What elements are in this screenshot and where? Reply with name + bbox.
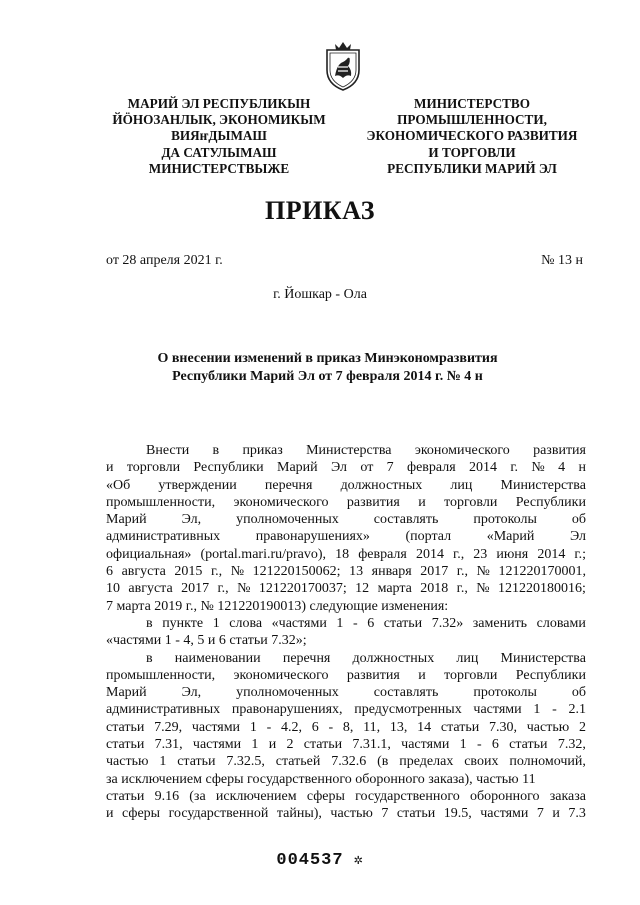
body-word: 12 — [355, 581, 370, 597]
body-word: словами — [536, 615, 586, 631]
body-word: 7 — [536, 806, 544, 822]
body-word: частями — [473, 702, 522, 718]
body-word: в — [146, 650, 153, 666]
body-word: и — [552, 806, 560, 822]
body-word: 4 — [558, 460, 566, 476]
body-line — [106, 442, 586, 459]
body-word: 1 — [251, 737, 259, 753]
body-word: 7.32.5, — [226, 754, 265, 770]
body-word: 1 — [533, 702, 541, 718]
body-word: марта — [377, 581, 412, 597]
body-word: 2014 — [415, 546, 444, 562]
body-word: должностных — [340, 477, 423, 493]
body-line — [106, 788, 586, 805]
serial-number: 004537 — [276, 851, 344, 870]
body-word: 1 — [159, 754, 167, 770]
body-word: «Марий — [486, 529, 535, 545]
body-word: статьи — [396, 806, 436, 822]
body-word: экономического — [233, 667, 329, 683]
body-word: сферы — [122, 806, 161, 822]
body-word: развития — [346, 494, 400, 510]
body-word: государственного — [355, 788, 460, 804]
body-word: Министерства — [306, 443, 392, 458]
body-line — [106, 684, 586, 701]
body-word: составлять — [373, 685, 439, 701]
body-line — [106, 477, 586, 494]
body-word: и — [418, 667, 426, 683]
body-word: 7.32, — [557, 737, 586, 753]
body-word: г.; — [574, 546, 586, 562]
body-line: «частями 1 - 4, 5 и 6 статьи 7.32»; — [106, 633, 307, 649]
body-line — [106, 511, 586, 528]
body-word: 121220150062; — [252, 564, 341, 580]
body-word: Эл — [331, 460, 348, 476]
body-word: экономического — [233, 494, 329, 510]
body-word: Министерства — [500, 477, 586, 493]
body-word: статьи — [177, 754, 216, 770]
body-word: августа — [121, 564, 166, 580]
body-word: (за — [189, 788, 206, 804]
body-word: - — [352, 615, 358, 631]
body-word: 2018 — [420, 581, 449, 597]
body-word: частями — [192, 737, 242, 753]
body-word: г. — [510, 460, 519, 476]
subject-line: Республики Марий Эл от 7 февраля 2014 г. № 4 н — [172, 368, 483, 384]
body-line — [106, 719, 586, 736]
body-line — [106, 650, 586, 667]
body-word: 1 — [336, 615, 344, 631]
body-word: 2017 — [181, 581, 210, 597]
body-word: частью — [526, 719, 570, 735]
body-word: частями — [401, 737, 450, 753]
body-word: 7.3 — [568, 806, 586, 822]
body-word: 11, — [363, 719, 381, 735]
body-word: тайны), — [276, 806, 322, 822]
body-line — [106, 805, 586, 822]
body-word: № — [237, 581, 251, 597]
body-word: 121220180016; — [498, 581, 586, 597]
body-line — [106, 736, 586, 753]
header-right-line: ЭКОНОМИЧЕСКОГО РАЗВИТИЯ — [366, 128, 578, 144]
body-word: Эл, — [181, 685, 202, 701]
body-line — [106, 563, 586, 580]
body-word: 2.1 — [568, 702, 586, 718]
body-word: 10 — [106, 581, 120, 597]
document-title: ПРИКАЗ — [264, 196, 376, 225]
document-city: г. Йошкар - Ола — [273, 287, 367, 302]
body-word: 6 — [106, 564, 113, 580]
body-word: лиц — [450, 477, 473, 493]
body-word: 2 — [286, 737, 294, 753]
body-word: № — [531, 460, 545, 476]
body-word: (портал — [405, 529, 452, 545]
body-word: перечня — [282, 650, 331, 666]
body-word: 7.32» — [431, 615, 464, 631]
body-line: 7 марта 2019 г., № 121220190013) следующие изменения: — [106, 598, 449, 614]
body-word: 7 — [381, 806, 389, 822]
body-word: 19.5, — [443, 806, 472, 822]
document-number: № 13 н — [541, 253, 583, 268]
body-word: предусмотренных — [354, 702, 462, 718]
body-word: 13 — [349, 564, 364, 580]
body-line — [106, 701, 586, 718]
body-word: 9.16 — [154, 788, 180, 804]
footer-serial-block — [0, 850, 640, 870]
body-word: г., — [453, 546, 465, 562]
body-word: (в — [377, 754, 389, 770]
body-word: составлять — [373, 512, 439, 528]
body-word: г., — [210, 564, 223, 580]
body-word: пределах — [399, 754, 454, 770]
body-word: Эл, — [181, 512, 202, 528]
body-word: от — [360, 460, 374, 476]
body-line — [106, 753, 586, 770]
body-word: и — [106, 806, 114, 822]
body-word: заменить — [472, 615, 528, 631]
body-word: статьи — [106, 737, 145, 753]
header-right-block — [358, 96, 586, 177]
document-date: от 28 апреля 2021 г. — [106, 253, 223, 268]
body-word: Марий — [106, 512, 147, 528]
body-word: торговли — [126, 460, 181, 476]
body-word: 23 — [473, 546, 488, 562]
header-right-line: РЕСПУБЛИКИ МАРИЙ ЭЛ — [387, 160, 557, 176]
body-word: об — [571, 685, 586, 701]
body-word: 8, — [342, 719, 354, 735]
coat-of-arms-icon — [321, 40, 365, 92]
body-word: развития — [533, 443, 586, 458]
body-word: приказ — [242, 443, 283, 458]
body-word: статьи — [440, 719, 480, 735]
body-word: частями — [480, 806, 529, 822]
header-right-line: МИНИСТЕРСТВО — [414, 96, 530, 111]
subject-line: О внесении изменений в приказ Минэкономразвития — [157, 351, 498, 366]
body-word: 4.2, — [280, 719, 302, 735]
body-word: февраля — [407, 460, 456, 476]
body-word: 2015 — [174, 564, 203, 580]
body-word: 6 — [311, 719, 319, 735]
body-word: «частями — [271, 615, 327, 631]
body-word: Эл — [569, 529, 586, 545]
header-left-line: МИНИСТЕРСТВЫЖЕ — [148, 160, 290, 176]
body-word: статьи — [383, 615, 423, 631]
body-word: перечня — [264, 477, 313, 493]
body-line — [106, 580, 586, 597]
body-word: об — [571, 512, 586, 528]
body-word: Марий — [106, 685, 147, 701]
body-word: утверждении — [158, 477, 237, 493]
body-word: уполномоченных — [236, 685, 339, 701]
body-line — [106, 494, 586, 511]
body-word: 7.32.6 — [331, 754, 367, 770]
body-word: официальная» — [106, 546, 192, 562]
body-line — [106, 546, 586, 563]
body-word: 2014 — [537, 546, 566, 562]
body-word: 7.31, — [154, 737, 183, 753]
body-word: - — [552, 702, 557, 718]
body-word: 1 — [212, 615, 220, 631]
header-left-line: МАРИЙ ЭЛ РЕСПУБЛИКЫН — [127, 96, 311, 111]
body-word: протоколы — [473, 685, 537, 701]
body-word: февраля — [358, 546, 407, 562]
body-word: и — [418, 494, 426, 510]
body-word: административных — [106, 529, 221, 545]
header-left-line: ДА САТУЛЫМАШ — [161, 144, 277, 160]
body-word: Республики — [515, 667, 586, 683]
body-line: за исключением сферы государственного оборонного заказа), частью 11 — [106, 771, 536, 787]
body-word: пункте — [162, 615, 204, 631]
body-word: оборонного — [469, 788, 540, 804]
body-word: заказа — [549, 788, 586, 804]
body-word: 7.29, — [154, 719, 183, 735]
body-word: и — [106, 460, 114, 476]
body-word: июня — [496, 546, 529, 562]
body-word: слова — [229, 615, 263, 631]
body-word: правонарушениях, — [231, 702, 343, 718]
body-word: Республики — [515, 494, 586, 510]
body-word: и — [268, 737, 277, 753]
body-word: января — [371, 564, 412, 580]
body-word: Марий — [277, 460, 318, 476]
body-word: № — [476, 581, 490, 597]
body-word: статьи — [106, 788, 145, 804]
body-word: 7 — [386, 460, 394, 476]
document-subject — [80, 350, 575, 385]
body-word: Республики — [193, 460, 264, 476]
header-right-line: ПРОМЫШЛЕННОСТИ, — [397, 112, 547, 128]
body-word: 14 — [417, 719, 432, 735]
body-word: «Об — [106, 477, 131, 493]
body-word: Министерства — [500, 650, 586, 666]
body-word: лиц — [456, 650, 479, 666]
body-word: частью — [330, 806, 373, 822]
body-word: (portal.mari.ru/pravo), — [200, 546, 327, 562]
body-word: статьи — [106, 719, 145, 735]
body-word: 121220170037; — [258, 581, 347, 597]
body-word: - — [266, 719, 272, 735]
body-word: 2017 — [420, 564, 449, 580]
body-word: 6 — [367, 615, 375, 631]
body-word: 2 — [578, 719, 586, 735]
header-left-line: ВИЯҥДЫМАШ — [171, 128, 267, 144]
body-word: статьей — [275, 754, 321, 770]
body-word: Внести — [146, 443, 190, 458]
body-word: сферы — [306, 788, 345, 804]
body-word: должностных — [352, 650, 435, 666]
body-word: наименовании — [174, 650, 261, 666]
body-word: - — [328, 719, 334, 735]
body-word: частями — [191, 719, 241, 735]
body-word: 6 — [491, 737, 499, 753]
body-word: № — [230, 564, 245, 580]
body-word: частью — [106, 754, 149, 770]
body-word: 7.31.1, — [352, 737, 391, 753]
body-word: г., — [217, 581, 229, 597]
body-word: промышленности, — [106, 667, 216, 683]
body-word: протоколы — [473, 512, 537, 528]
body-word: полномочий, — [509, 754, 586, 770]
body-word: г., — [456, 564, 468, 580]
body-line — [106, 459, 586, 476]
body-word: н — [578, 460, 586, 476]
body-word: статьи — [509, 737, 548, 753]
body-word: правонарушениях» — [255, 529, 370, 545]
body-word: в — [146, 615, 153, 631]
body-word: торговли — [444, 667, 498, 683]
document-body — [106, 442, 586, 823]
body-line — [106, 615, 586, 632]
body-word: государственной — [168, 806, 269, 822]
body-word: уполномоченных — [236, 512, 339, 528]
body-word: 121220170001, — [498, 564, 586, 580]
body-word: статьи — [303, 737, 343, 753]
body-word: 13, — [389, 719, 408, 735]
body-word: развития — [346, 667, 400, 683]
body-word: 1 — [249, 719, 257, 735]
body-line — [106, 667, 586, 684]
body-word: 7.30, — [489, 719, 517, 735]
body-word: 2014 — [469, 460, 498, 476]
body-word: № — [476, 564, 490, 580]
body-word: экономического — [414, 443, 510, 458]
star-mark-icon: ✲ — [353, 852, 364, 869]
body-word: г., — [456, 581, 468, 597]
header-right-line: И ТОРГОВЛИ — [428, 144, 516, 160]
body-word: - — [476, 737, 482, 753]
body-word: августа — [128, 581, 173, 597]
header-left-block — [104, 96, 334, 177]
body-word: своих — [464, 754, 499, 770]
body-line — [106, 528, 586, 545]
body-word: промышленности, — [106, 494, 216, 510]
body-word: 1 — [459, 737, 467, 753]
body-word: административных — [106, 702, 221, 718]
header-left-line: ЙӦНОЗАНЛЫК, ЭКОНОМИКЫМ — [112, 112, 326, 128]
body-word: 18 — [335, 546, 350, 562]
body-word: торговли — [444, 494, 498, 510]
body-word: в — [212, 443, 220, 458]
body-word: исключением — [215, 788, 297, 804]
